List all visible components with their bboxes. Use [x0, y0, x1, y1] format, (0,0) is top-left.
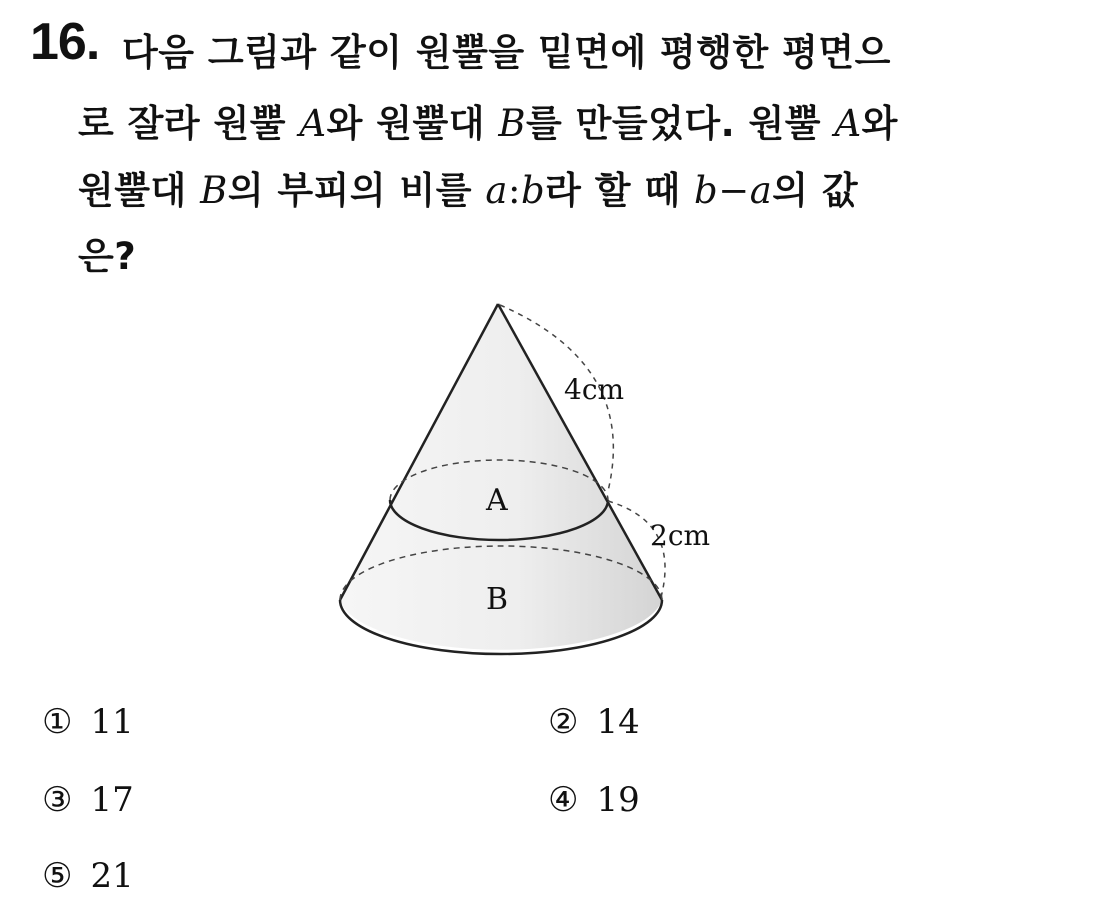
choice-3[interactable] — [42, 780, 134, 820]
text-segment: 를 만들었다. 원뿔 — [526, 102, 835, 145]
text-segment: 와 원뿔대 — [326, 102, 499, 145]
choice-marker: ④ — [548, 780, 579, 820]
choice-value: 21 — [90, 856, 134, 896]
choice-5[interactable] — [42, 856, 134, 896]
question-line-2 — [78, 93, 898, 147]
label-4cm: 4cm — [564, 373, 625, 406]
choice-1[interactable] — [42, 702, 134, 742]
text-segment: 의 값 — [772, 169, 859, 212]
choice-2[interactable] — [548, 702, 640, 742]
label-A: A — [486, 483, 508, 518]
choice-marker: ① — [42, 702, 73, 742]
choice-4[interactable] — [548, 780, 640, 820]
choice-marker: ③ — [42, 780, 73, 820]
text-segment: 원뿔대 — [78, 169, 201, 212]
label-B: B — [486, 582, 509, 617]
choice-marker: ② — [548, 702, 579, 742]
minus-sign: − — [718, 169, 750, 212]
question-line-3 — [78, 160, 858, 214]
choice-value: 19 — [596, 780, 640, 820]
text-segment: 라 할 때 — [545, 169, 695, 212]
math-var-a: a — [485, 169, 508, 212]
math-var-b: b — [520, 169, 546, 212]
question-line-4: 은? — [78, 235, 137, 278]
question-number: 16. — [30, 13, 100, 71]
math-var-B: B — [200, 169, 228, 212]
choice-value: 17 — [90, 780, 134, 820]
label-2cm: 2cm — [650, 519, 711, 552]
text-segment: 와 — [861, 102, 898, 145]
math-var-A: A — [834, 102, 862, 145]
math-var-A: A — [299, 102, 327, 145]
ratio-colon: : — [507, 169, 521, 212]
math-var-B: B — [498, 102, 527, 145]
math-var-a: a — [749, 169, 773, 212]
choice-marker: ⑤ — [42, 856, 73, 896]
math-var-b: b — [694, 169, 719, 212]
text-segment: 로 잘라 원뿔 — [78, 102, 300, 145]
question-line-1: 다음 그림과 같이 원뿔을 밑면에 평행한 평면으 — [122, 31, 891, 74]
cone-figure — [320, 295, 740, 665]
text-segment: 의 부피의 비를 — [227, 169, 486, 212]
choice-value: 14 — [596, 702, 640, 742]
choice-value: 11 — [90, 702, 134, 742]
